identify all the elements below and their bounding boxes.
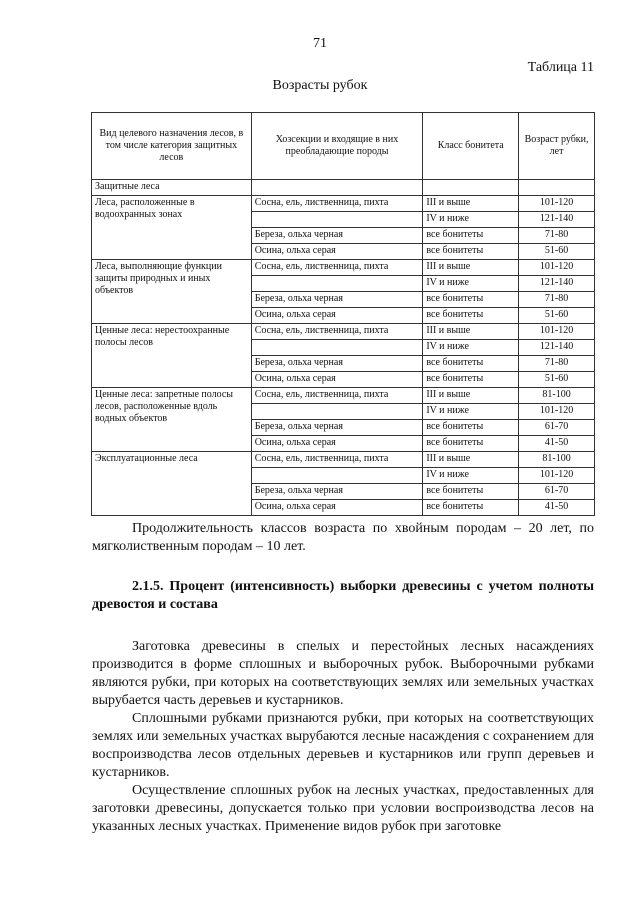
age-cell: 41-50: [519, 500, 595, 516]
class-cell: все бонитеты: [423, 292, 519, 308]
table-row: [92, 388, 595, 404]
age-cell: 51-60: [519, 372, 595, 388]
species-cell: Осина, ольха серая: [251, 244, 423, 260]
table-cell: [519, 180, 595, 196]
class-cell: все бонитеты: [423, 372, 519, 388]
species-cell: Сосна, ель, лиственница, пихта: [251, 452, 423, 468]
class-cell: все бонитеты: [423, 436, 519, 452]
section-row: [92, 180, 595, 196]
class-cell: III и выше: [423, 324, 519, 340]
species-cell: [251, 340, 423, 356]
species-cell: Береза, ольха черная: [251, 484, 423, 500]
age-cell: 61-70: [519, 484, 595, 500]
age-cell: 71-80: [519, 228, 595, 244]
age-cell: 101-120: [519, 404, 595, 420]
species-cell: Береза, ольха черная: [251, 228, 423, 244]
class-cell: все бонитеты: [423, 244, 519, 260]
page-number: 71: [313, 36, 327, 51]
table-cell: [251, 180, 423, 196]
species-cell: Осина, ольха серая: [251, 308, 423, 324]
class-cell: все бонитеты: [423, 228, 519, 244]
species-cell: Береза, ольха черная: [251, 356, 423, 372]
class-cell: III и выше: [423, 388, 519, 404]
age-cell: 71-80: [519, 356, 595, 372]
species-cell: Осина, ольха серая: [251, 500, 423, 516]
age-cell: 81-100: [519, 452, 595, 468]
class-cell: III и выше: [423, 452, 519, 468]
category-cell: Леса, расположенные в водоохранных зонах: [92, 196, 252, 260]
table-header: [92, 113, 595, 180]
table-row: [92, 260, 595, 276]
duration-paragraph: Продолжительность классов возраста по хвойным породам – 20 лет, по мягколиственным породам – 10 лет.: [92, 521, 594, 554]
species-cell: [251, 276, 423, 292]
header-class: Класс бонитета: [423, 113, 519, 180]
age-cell: 121-140: [519, 212, 595, 228]
species-cell: Сосна, ель, лиственница, пихта: [251, 196, 423, 212]
species-cell: Сосна, ель, лиственница, пихта: [251, 324, 423, 340]
species-cell: Осина, ольха серая: [251, 436, 423, 452]
class-cell: все бонитеты: [423, 420, 519, 436]
class-cell: IV и ниже: [423, 404, 519, 420]
table-label: Таблица 11: [527, 60, 594, 75]
table-row: [92, 324, 595, 340]
age-cell: 101-120: [519, 324, 595, 340]
age-cell: 101-120: [519, 468, 595, 484]
table-row: [92, 196, 595, 212]
paragraph-clear-cutting: Сплошными рубками признаются рубки, при которых на соответствующих землях или земельных участках вырубаются лесные насаждения с сохранением для воспроизводства лесов отдельных деревьев и кустарников или групп деревьев и кустарников.: [92, 711, 594, 780]
category-cell: Ценные леса: нерестоохранные полосы лесов: [92, 324, 252, 388]
age-cell: 61-70: [519, 420, 595, 436]
class-cell: IV и ниже: [423, 468, 519, 484]
class-cell: все бонитеты: [423, 356, 519, 372]
section-heading: 2.1.5. Процент (интенсивность) выборки древесины с учетом полноты древостоя и состава: [92, 579, 594, 612]
table-body: [92, 180, 595, 516]
class-cell: все бонитеты: [423, 484, 519, 500]
table-cell: [423, 180, 519, 196]
age-cell: 51-60: [519, 244, 595, 260]
rotation-age-table: [91, 112, 595, 516]
age-cell: 121-140: [519, 340, 595, 356]
age-cell: 81-100: [519, 388, 595, 404]
species-cell: Осина, ольха серая: [251, 372, 423, 388]
category-cell: Ценные леса: запретные полосы лесов, расположенные вдоль водных объектов: [92, 388, 252, 452]
section-label: Защитные леса: [92, 180, 252, 196]
species-cell: Береза, ольха черная: [251, 292, 423, 308]
species-cell: Сосна, ель, лиственница, пихта: [251, 388, 423, 404]
category-cell: Леса, выполняющие функции защиты природных и иных объектов: [92, 260, 252, 324]
age-cell: 51-60: [519, 308, 595, 324]
paragraph-clear-cutting-conditions: Осуществление сплошных рубок на лесных участках, предоставленных для заготовки древесины, допускается только при условии воспроизводства лесов на указанных лесных участках. Применение видов рубок при заготовке: [92, 783, 594, 834]
class-cell: III и выше: [423, 196, 519, 212]
category-cell: Эксплуатационные леса: [92, 452, 252, 516]
header-category: Вид целевого назначения лесов, в том числе категория защитных лесов: [92, 113, 252, 180]
species-cell: Береза, ольха черная: [251, 420, 423, 436]
header-age: Возраст рубки, лет: [519, 113, 595, 180]
species-cell: [251, 468, 423, 484]
age-cell: 71-80: [519, 292, 595, 308]
class-cell: IV и ниже: [423, 276, 519, 292]
species-cell: [251, 404, 423, 420]
paragraph-selective-cutting: Заготовка древесины в спелых и перестойных лесных насаждениях производится в форме сплошных и выборочных рубок. Выборочными рубками являются рубки, при которых на соответствующих землях или земельных участках вырубается часть деревьев и кустарников.: [92, 639, 594, 708]
age-cell: 101-120: [519, 196, 595, 212]
species-cell: Сосна, ель, лиственница, пихта: [251, 260, 423, 276]
age-cell: 101-120: [519, 260, 595, 276]
age-cell: 121-140: [519, 276, 595, 292]
table-row: [92, 452, 595, 468]
class-cell: III и выше: [423, 260, 519, 276]
age-cell: 41-50: [519, 436, 595, 452]
class-cell: все бонитеты: [423, 500, 519, 516]
species-cell: [251, 212, 423, 228]
class-cell: все бонитеты: [423, 308, 519, 324]
class-cell: IV и ниже: [423, 340, 519, 356]
class-cell: IV и ниже: [423, 212, 519, 228]
header-species: Хозсекции и входящие в них преобладающие породы: [251, 113, 423, 180]
table-title: Возрасты рубок: [272, 78, 368, 93]
